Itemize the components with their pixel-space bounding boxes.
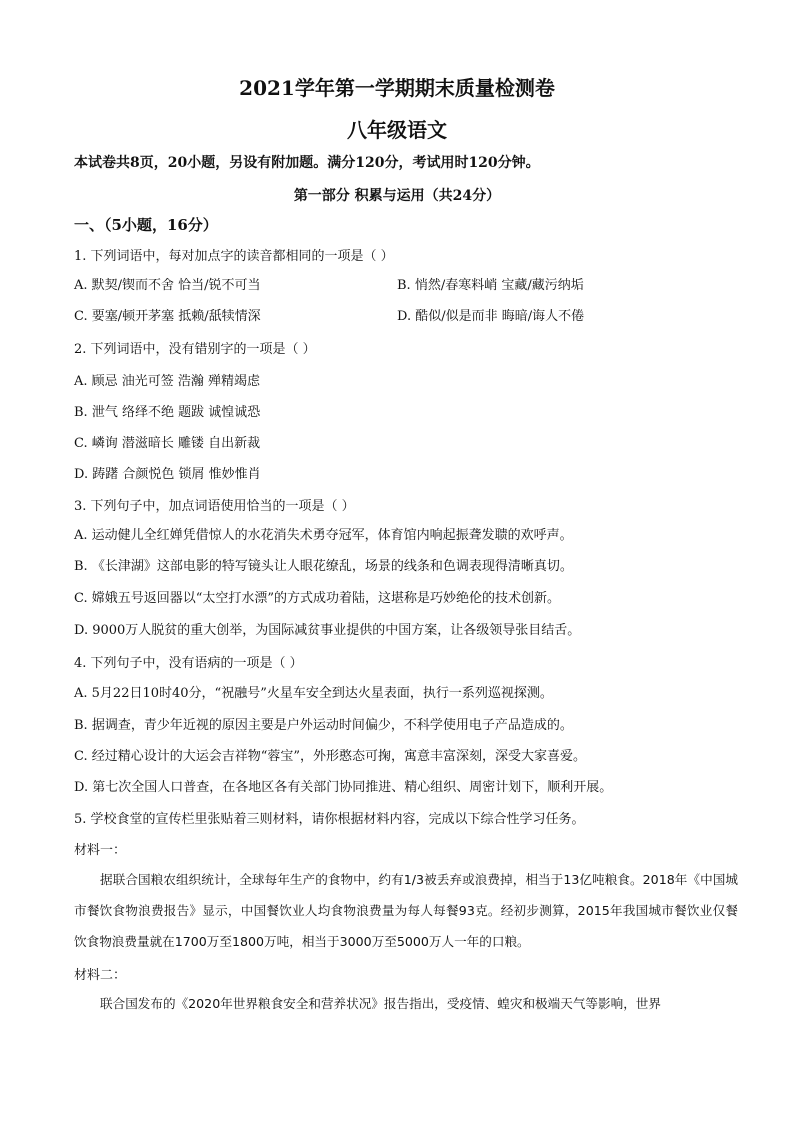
q4-stem: 4. 下列句子中，没有语病的一项是（ ） <box>74 656 303 671</box>
q3-stem: 3. 下列句子中，加点词语使用恰当的一项是（ ） <box>74 499 355 514</box>
section-heading: 一、（5小题，16分） <box>74 216 218 234</box>
q1-stem: 1. 下列词语中，每对加点字的读音都相同的一项是（ ） <box>74 249 394 264</box>
q3-option-c: C. 嫦娥五号返回器以“太空打水漂”的方式成功着陆，这堪称是巧妙绝伦的技术创新。 <box>74 591 561 606</box>
q1-option-d: D. 酷似/似是而非 晦暗/诲人不倦 <box>397 309 585 324</box>
exam-intro: 本试卷共8页，20小题，另设有附加题。满分120分，考试用时120分钟。 <box>74 155 540 171</box>
material-1-body: 据联合国粮农组织统计，全球每年生产的食物中，约有1/3被丢弃或浪费掉，相当于13亿吨粮食。2018年《中国城市餐饮食物浪费报告》显示，中国餐饮业人均食物浪费量为每人每餐93克。经初步测算，2015年我国城市餐饮业仅餐饮食物浪费量就在1700万至1800万吨，相当于3000万至5000万人一年的口粮。 <box>74 872 738 949</box>
q2-stem: 2. 下列词语中，没有错别字的一项是（ ） <box>74 342 316 357</box>
q2-option-c: C. 嶙询 潜滋暗长 雕镂 自出新裁 <box>74 436 261 451</box>
q5-stem: 5. 学校食堂的宣传栏里张贴着三则材料，请你根据材料内容，完成以下综合性学习任务。 <box>74 812 585 827</box>
q3-option-b: B. 《长津湖》这部电影的特写镜头让人眼花缭乱，场景的线条和色调表现得清晰真切。 <box>74 559 573 574</box>
material-1-text <box>74 864 738 957</box>
material-1-label: 材料一： <box>74 843 127 858</box>
q2-option-b: B. 泄气 络绎不绝 题跋 诚惶诚恐 <box>74 405 261 420</box>
q1-option-b: B. 悄然/春寒料峭 宝藏/藏污纳垢 <box>397 278 584 293</box>
material-2-text <box>74 988 738 1019</box>
q3-option-d: D. 9000万人脱贫的重大创举，为国际减贫事业提供的中国方案，让各级领导张目结舌。 <box>74 623 581 638</box>
exam-title: 2021学年第一学期期末质量检测卷 <box>239 76 555 100</box>
q2-option-d: D. 踌躇 合颜悦色 锁屑 惟妙惟肖 <box>74 467 261 482</box>
material-2-label: 材料二： <box>74 968 127 983</box>
q3-option-a: A. 运动健儿全红婵凭借惊人的水花消失术勇夺冠军，体育馆内响起振聋发聩的欢呼声。 <box>74 528 573 543</box>
q2-option-a: A. 顾忌 油光可签 浩瀚 殚精竭虑 <box>74 374 261 389</box>
q4-option-b: B. 据调查，青少年近视的原因主要是户外运动时间偏少，不科学使用电子产品造成的。 <box>74 718 573 733</box>
q4-option-c: C. 经过精心设计的大运会吉祥物“蓉宝”，外形憨态可掬，寓意丰富深刻，深受大家喜爱。 <box>74 749 587 764</box>
q4-option-a: A. 5月22日10时40分，“祝融号”火星车安全到达火星表面，执行一系列巡视探测。 <box>74 686 553 701</box>
exam-subtitle: 八年级语文 <box>347 118 447 142</box>
part-heading: 第一部分 积累与运用（共24分） <box>293 188 501 204</box>
q4-option-d: D. 第七次全国人口普查，在各地区各有关部门协同推进、精心组织、周密计划下，顺利开展。 <box>74 780 613 795</box>
material-2-body: 联合国发布的《2020年世界粮食安全和营养状况》报告指出，受疫情、蝗灾和极端天气等影响，世界 <box>100 996 661 1011</box>
q1-option-a: A. 默契/锲而不舍 恰当/锐不可当 <box>74 278 261 293</box>
q1-option-c: C. 要塞/顿开茅塞 抵赖/舐犊情深 <box>74 309 261 324</box>
